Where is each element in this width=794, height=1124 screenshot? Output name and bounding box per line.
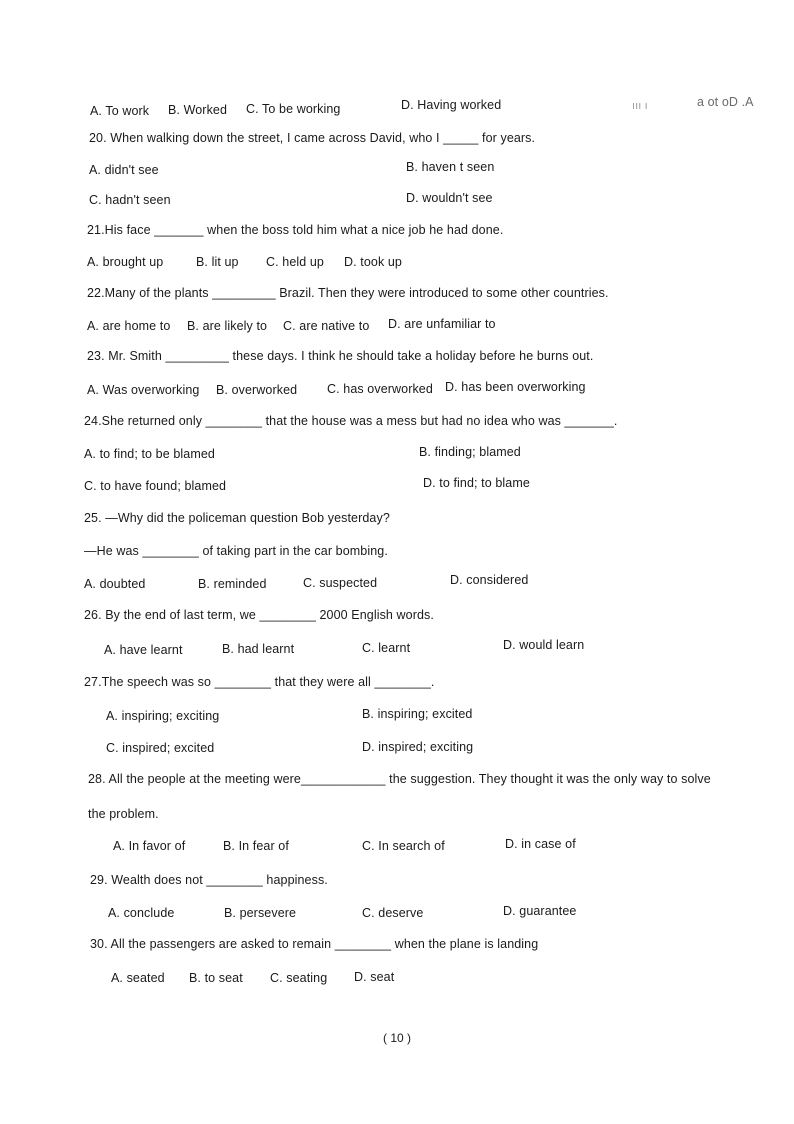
option: B. In fear of bbox=[223, 839, 289, 853]
option: D. inspired; exciting bbox=[362, 740, 474, 754]
question-stem: 20. When walking down the street, I came across David, who I _____ for years. bbox=[89, 131, 536, 145]
q19-option-b: B. Worked bbox=[168, 103, 228, 117]
option: C. learnt bbox=[362, 641, 411, 655]
q19-option-a: A. To work bbox=[90, 104, 150, 118]
question-stem-continuation: the problem. bbox=[88, 807, 159, 821]
option: A. have learnt bbox=[104, 643, 183, 657]
option: C. inspired; excited bbox=[106, 741, 215, 755]
option: A. to find; to be blamed bbox=[84, 447, 215, 461]
option: B. inspiring; excited bbox=[362, 707, 473, 721]
question-stem: 23. Mr. Smith _________ these days. I think he should take a holiday before he burns out. bbox=[87, 349, 594, 363]
option: C. has overworked bbox=[327, 382, 433, 396]
bleed-through-text: ııı ı bbox=[632, 100, 648, 112]
option: C. suspected bbox=[303, 576, 378, 590]
option: D. considered bbox=[450, 573, 529, 587]
option: B. reminded bbox=[198, 577, 267, 591]
option: C. In search of bbox=[362, 839, 445, 853]
option: C. held up bbox=[266, 255, 324, 269]
question-stem-continuation: —He was ________ of taking part in the car bombing. bbox=[84, 544, 388, 558]
question-stem: 29. Wealth does not ________ happiness. bbox=[90, 873, 328, 887]
option: B. lit up bbox=[196, 255, 239, 269]
option: D. in case of bbox=[505, 837, 576, 851]
option: D. has been overworking bbox=[445, 380, 586, 394]
option: C. hadn't seen bbox=[89, 193, 171, 207]
option: D. are unfamiliar to bbox=[388, 317, 496, 331]
option: B. persevere bbox=[224, 906, 297, 920]
question-stem: 26. By the end of last term, we ________ 2000 English words. bbox=[84, 608, 434, 622]
option: D. took up bbox=[344, 255, 402, 269]
option: B. overworked bbox=[216, 383, 298, 397]
option: B. had learnt bbox=[222, 642, 295, 656]
option: A. brought up bbox=[87, 255, 164, 269]
option: A. In favor of bbox=[113, 839, 186, 853]
option: B. haven t seen bbox=[406, 160, 495, 174]
option: B. to seat bbox=[189, 971, 243, 985]
option: A. conclude bbox=[108, 906, 175, 920]
question-stem: 24.She returned only ________ that the house was a mess but had no idea who was _______. bbox=[84, 414, 618, 428]
option: C. seating bbox=[270, 971, 328, 985]
question-stem: 25. —Why did the policeman question Bob yesterday? bbox=[84, 511, 390, 525]
option: C. deserve bbox=[362, 906, 424, 920]
bleed-through-text: a ot oD .A bbox=[697, 95, 754, 109]
option: D. would learn bbox=[503, 638, 585, 652]
option: C. are native to bbox=[283, 319, 370, 333]
option: C. to have found; blamed bbox=[84, 479, 227, 493]
option: A. didn't see bbox=[89, 163, 159, 177]
page-number: ( 10 ) bbox=[382, 1031, 411, 1045]
question-stem: 28. All the people at the meeting were____________ the suggestion. They thought it was the only way to solve bbox=[88, 772, 711, 786]
option: D. seat bbox=[354, 970, 395, 984]
option: B. are likely to bbox=[187, 319, 268, 333]
question-stem: 21.His face _______ when the boss told him what a nice job he had done. bbox=[87, 223, 504, 237]
option: A. inspiring; exciting bbox=[106, 709, 220, 723]
option: D. guarantee bbox=[503, 904, 577, 918]
option: A. Was overworking bbox=[87, 383, 200, 397]
q19-option-c: C. To be working bbox=[246, 102, 341, 116]
option: A. are home to bbox=[87, 319, 171, 333]
question-stem: 27.The speech was so ________ that they were all ________. bbox=[84, 675, 435, 689]
option: A. seated bbox=[111, 971, 165, 985]
q19-option-d: D. Having worked bbox=[401, 98, 502, 112]
question-stem: 30. All the passengers are asked to remain ________ when the plane is landing bbox=[90, 937, 539, 951]
question-stem: 22.Many of the plants _________ Brazil. Then they were introduced to some other countries. bbox=[87, 286, 609, 300]
option: B. finding; blamed bbox=[419, 445, 521, 459]
option: D. wouldn't see bbox=[406, 191, 493, 205]
option: D. to find; to blame bbox=[423, 476, 530, 490]
option: A. doubted bbox=[84, 577, 146, 591]
